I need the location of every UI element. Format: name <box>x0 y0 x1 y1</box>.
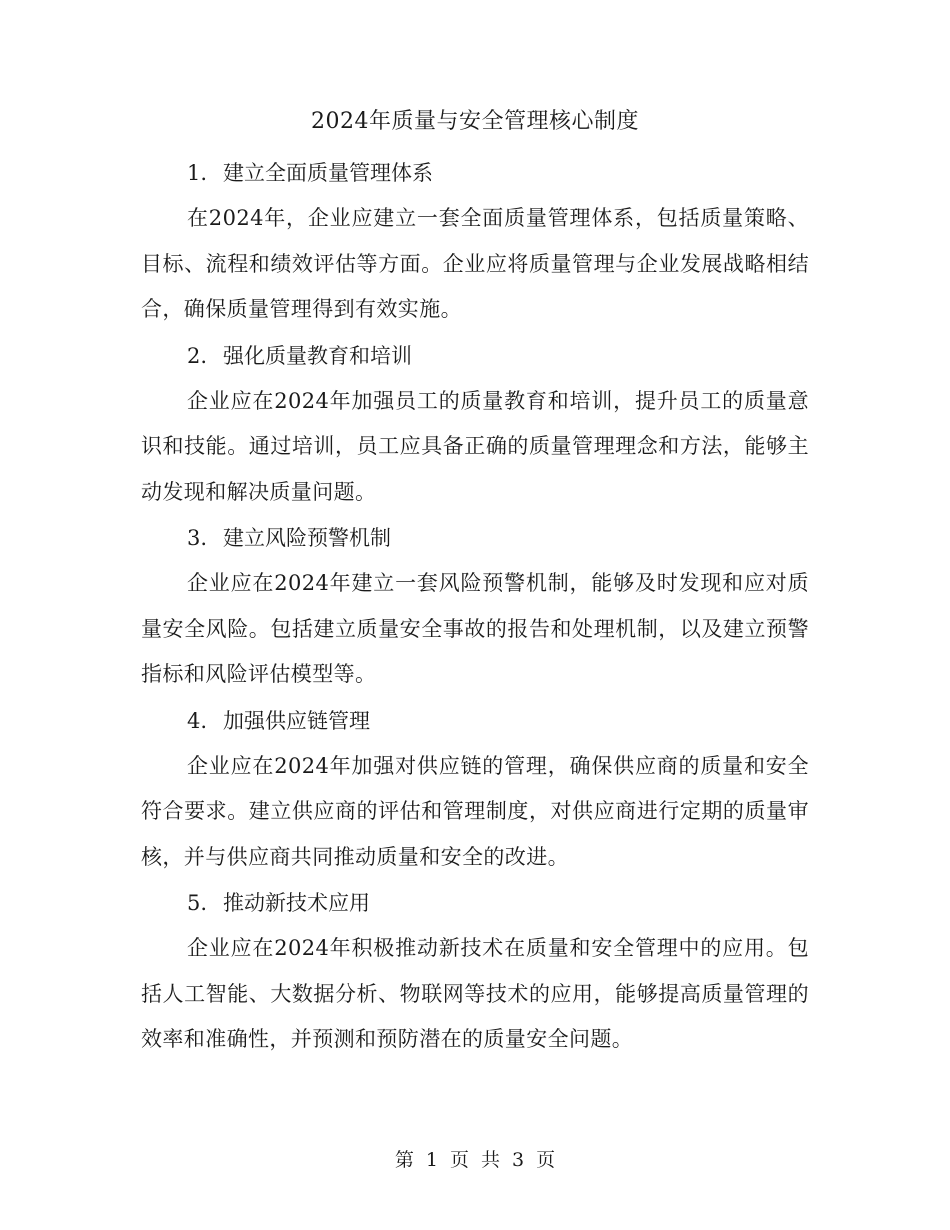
page-footer: 第 1 页 共 3 页 <box>394 1149 556 1171</box>
section-number: 5. <box>187 891 208 915</box>
section-paragraph: 企业应在2024年加强员工的质量教育和培训，提升员工的质量意识和技能。通过培训，员工应具备正确的质量管理理念和方法，能够主动发现和解决质量问题。 <box>141 388 809 504</box>
section-heading <box>141 880 809 926</box>
section-heading <box>141 515 809 561</box>
section-number: 1. <box>187 161 208 185</box>
section-number: 3. <box>187 526 208 550</box>
section-heading <box>141 698 809 744</box>
section-heading <box>141 150 809 196</box>
document-title: 2024年质量与安全管理核心制度 <box>311 109 639 134</box>
document-body <box>141 150 809 1063</box>
section-paragraph: 企业应在2024年积极推动新技术在质量和安全管理中的应用。包括人工智能、大数据分析、物联网等技术的应用，能够提高质量管理的效率和准确性，并预测和预防潜在的质量安全问题。 <box>141 936 809 1051</box>
section-number: 2. <box>187 343 208 368</box>
section-heading-text: 加强供应链管理 <box>223 708 370 733</box>
section-1 <box>141 150 809 333</box>
section-paragraph: 企业应在2024年建立一套风险预警机制，能够及时发现和应对质量安全风险。包括建立质量安全事故的报告和处理机制，以及建立预警指标和风险评估模型等。 <box>141 571 809 686</box>
section-heading-text: 强化质量教育和培训 <box>223 343 412 368</box>
section-2 <box>141 333 809 516</box>
section-heading-text: 建立全面质量管理体系 <box>223 161 433 185</box>
section-paragraph: 在2024年，企业应建立一套全面质量管理体系，包括质量策略、目标、流程和绩效评估等方面。企业应将质量管理与企业发展战略相结合，确保质量管理得到有效实施。 <box>141 206 809 321</box>
section-heading-text: 推动新技术应用 <box>223 891 370 915</box>
section-3 <box>141 515 809 698</box>
section-heading <box>141 333 809 379</box>
section-heading-text: 建立风险预警机制 <box>223 526 391 550</box>
section-5 <box>141 880 809 1063</box>
section-number: 4. <box>187 708 208 733</box>
section-4 <box>141 698 809 881</box>
section-paragraph: 企业应在2024年加强对供应链的管理，确保供应商的质量和安全符合要求。建立供应商的评估和管理制度，对供应商进行定期的质量审核，并与供应商共同推动质量和安全的改进。 <box>141 753 809 869</box>
